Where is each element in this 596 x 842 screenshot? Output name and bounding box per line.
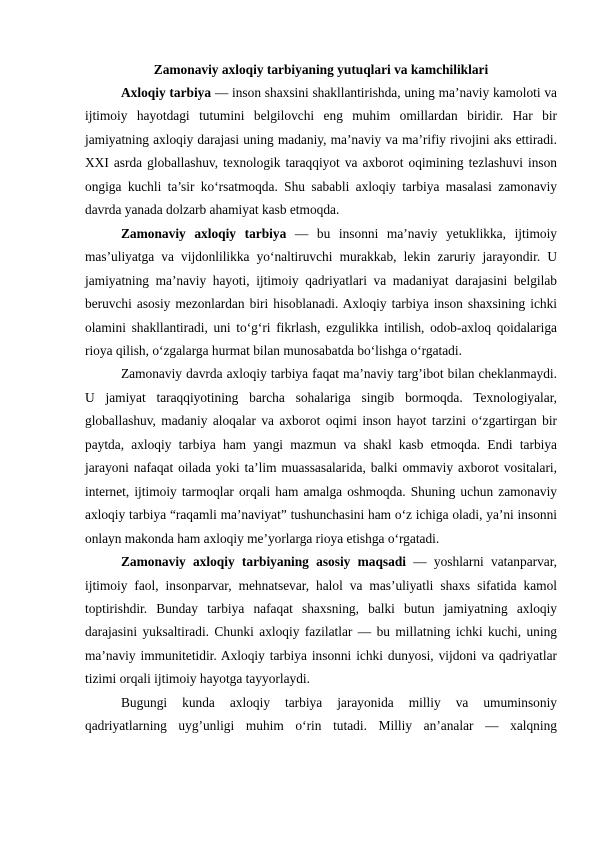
page-body <box>85 58 557 738</box>
paragraph-5 <box>85 691 557 738</box>
paragraph-1 <box>85 81 557 222</box>
paragraph-2-text: — bu insonni ma’naviy yetuklikka, ijtimoiy mas’uliyatga va vijdonlilikka yo‘naltiruvchi murakkab, lekin zaruriy jarayondir. U jamiyatning ma’naviy hayoti, ijtimoiy qadriyatlari va madaniyat darajasini belgilab beruvchi asosiy mezonlardan biri hisoblanadi. Axloqiy tarbiya inson shaxsining ichki olamini shakllantiradi, uni to‘g‘ri fikrlash, ezgulikka intilish, odob-axloq qoidalariga rioya qilish, o‘zgalarga hurmat bilan munosabatda bo‘lishga o‘rgatadi. <box>85 225 557 358</box>
paragraph-3 <box>85 362 557 550</box>
paragraph-2-lead: Zamonaviy axloqiy tarbiya <box>121 225 287 241</box>
paragraph-1-lead: Axloqiy tarbiya <box>121 85 212 100</box>
paragraph-4-text: — yoshlarni vatanparvar, ijtimoiy faol, insonparvar, mehnatsevar, halol va mas’uliyatli shaxs sifatida kamol toptirishdir. Bunday tarbiya nafaqat shaxsning, balki butun jamiyatning axloqiy darajasini yuksaltiradi. Chunki axloqiy fazilatlar — bu millatning ichki kuchi, uning ma’naviy immunitetidir. Axloqiy tarbiya insonni ichki dunyosi, vijdoni va qadriyatlar tizimi orqali ijtimoiy hayotga tayyorlaydi. <box>85 554 557 687</box>
paragraph-3-text: Zamonaviy davrda axloqiy tarbiya faqat ma’naviy targ’ibot bilan cheklanmaydi. U jamiyat taraqqiyotining barcha sohalariga singib bormoqda. Texnologiyalar, globallashuv, madaniy aloqalar va axborot oqimi inson hayot tarzini o‘zgartirgan bir paytda, axloqiy tarbiya ham yangi mazmun va shakl kasb etmoqda. Endi tarbiya jarayoni nafaqat oilada yoki ta’lim muassasalarida, balki ommaviy axborot vositalari, internet, ijtimoiy tarmoqlar orqali ham amalga oshmoqda. Shuning uchun zamonaviy axloqiy tarbiya “raqamli ma’naviyat” tushunchasini ham o‘z ichiga oladi, ya’ni insonni onlayn makonda ham axloqiy me’yorlarga rioya etishga o‘rgatadi. <box>85 366 557 546</box>
document-title: Zamonaviy axloqiy tarbiyaning yutuqlari va kamchiliklari <box>153 62 489 77</box>
paragraph-1-text: — inson shaxsini shakllantirishda, uning ma’naviy kamoloti va ijtimoiy hayotdagi tutumini belgilovchi eng muhim omillardan biridir. Har bir jamiyatning axloqiy darajasi uning madaniy, ma’naviy va ma’rifiy rivojini aks ettiradi. XXI asrda globallashuv, texnologik taraqqiyot va axborot oqimining tezlashuvi inson ongiga kuchli ta’sir ko‘rsatmoqda. Shu sababli axloqiy tarbiya masalasi zamonaviy davrda yanada dolzarb ahamiyat kasb etmoqda. <box>85 85 557 218</box>
paragraph-2 <box>85 222 557 363</box>
paragraph-4-lead: Zamonaviy axloqiy tarbiyaning asosiy maqsadi <box>121 554 406 570</box>
paragraph-5-text: Bugungi kunda axloqiy tarbiya jarayonida milliy va umuminsoniy qadriyatlarning uyg’unligi muhim o‘rin tutadi. Milliy an’analar — xalqning <box>85 694 557 734</box>
paragraph-4 <box>85 550 557 691</box>
